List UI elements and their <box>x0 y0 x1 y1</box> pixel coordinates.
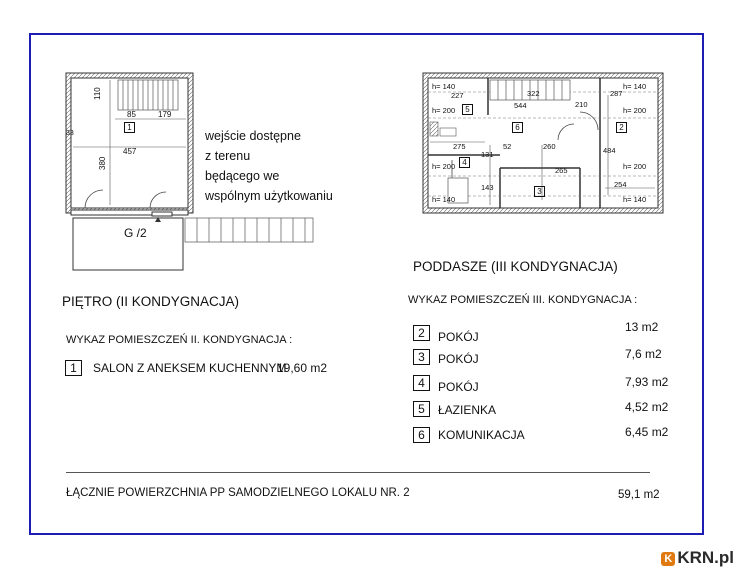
dim-544: 544 <box>514 101 527 110</box>
total-label: ŁĄCZNIE POWIERZCHNIA PP SAMODZIELNEGO LOKALU NR. 2 <box>66 487 410 499</box>
floor3-room-no: 5 <box>462 104 473 115</box>
room-area: 13 m2 <box>625 320 659 334</box>
room-number: 2 <box>413 325 430 341</box>
floor3-room-no: 6 <box>512 122 523 133</box>
room-number: 6 <box>413 427 430 443</box>
room-name: POKÓJ <box>438 352 479 366</box>
dim-322: 322 <box>527 89 540 98</box>
room-number: 1 <box>65 360 82 376</box>
dim-52: 52 <box>503 142 512 151</box>
dim-227: 227 <box>451 91 464 100</box>
total-area: 59,1 m2 <box>618 489 660 501</box>
floor3-title: PODDASZE (III KONDYGNACJA) <box>413 259 618 274</box>
room-number: 5 <box>413 401 430 417</box>
room-area: 7,6 m2 <box>625 347 662 361</box>
height-label: h= 200 <box>432 106 456 115</box>
height-label: h= 140 <box>432 195 456 204</box>
garage-label: G /2 <box>124 226 147 240</box>
separator-line <box>66 472 650 473</box>
room-number: 4 <box>413 375 430 391</box>
room-area: 7,93 m2 <box>625 375 669 389</box>
floor3-list-title: WYKAZ POMIESZCZEŃ III. KONDYGNACJA : <box>408 294 638 306</box>
room-name: ŁAZIENKA <box>438 403 497 417</box>
room-name: KOMUNIKACJA <box>438 428 525 442</box>
dim-33: 33 <box>66 130 74 137</box>
entrance-stair <box>185 218 313 242</box>
room-name: POKÓJ <box>438 330 479 344</box>
dim-380: 380 <box>98 156 107 170</box>
note-line: będącego we <box>205 169 280 183</box>
dim-179: 179 <box>158 110 172 119</box>
height-label: h= 140 <box>432 82 456 91</box>
dim-265: 265 <box>555 166 568 175</box>
height-label: h= 200 <box>432 162 456 171</box>
height-label: h= 200 <box>623 106 647 115</box>
floor3-room-no: 2 <box>616 122 627 133</box>
floor2-room-no: 1 <box>124 122 135 133</box>
krn-logo-icon: K <box>661 552 675 566</box>
room-number: 3 <box>413 349 430 365</box>
room-name: POKÓJ <box>438 380 479 394</box>
dim-85: 85 <box>127 110 136 119</box>
watermark-text: KRN.pl <box>677 548 734 567</box>
dim-110: 110 <box>93 87 102 100</box>
dim-287: 287 <box>610 89 623 98</box>
watermark-logo <box>661 548 734 568</box>
room-name: SALON Z ANEKSEM KUCHENNYM <box>93 361 287 375</box>
note-line: wejście dostępne <box>205 129 301 143</box>
room-area: 19,60 m2 <box>277 361 328 375</box>
dim-210: 210 <box>575 100 588 109</box>
dim-254: 254 <box>614 180 627 189</box>
dim-143: 143 <box>481 183 494 192</box>
floor2-list-title: WYKAZ POMIESZCZEŃ II. KONDYGNACJA : <box>66 334 293 346</box>
dim-275: 275 <box>453 142 466 151</box>
note-line: wspólnym użytkowaniu <box>205 189 333 203</box>
dim-457: 457 <box>123 147 137 156</box>
floor3-room-no: 3 <box>534 186 545 197</box>
floor3-room-no: 4 <box>459 157 470 168</box>
dim-484: 484 <box>603 146 616 155</box>
dim-131: 131 <box>481 150 494 159</box>
floor2-title: PIĘTRO (II KONDYGNACJA) <box>62 294 240 309</box>
dim-260: 260 <box>543 142 556 151</box>
note-line: z terenu <box>205 149 251 163</box>
room-area: 6,45 m2 <box>625 425 669 439</box>
height-label: h= 140 <box>623 82 647 91</box>
room-area: 4,52 m2 <box>625 400 669 414</box>
entrance-note <box>205 126 333 206</box>
floor2-stair <box>118 80 178 110</box>
height-label: h= 140 <box>623 195 647 204</box>
height-label: h= 200 <box>623 162 647 171</box>
